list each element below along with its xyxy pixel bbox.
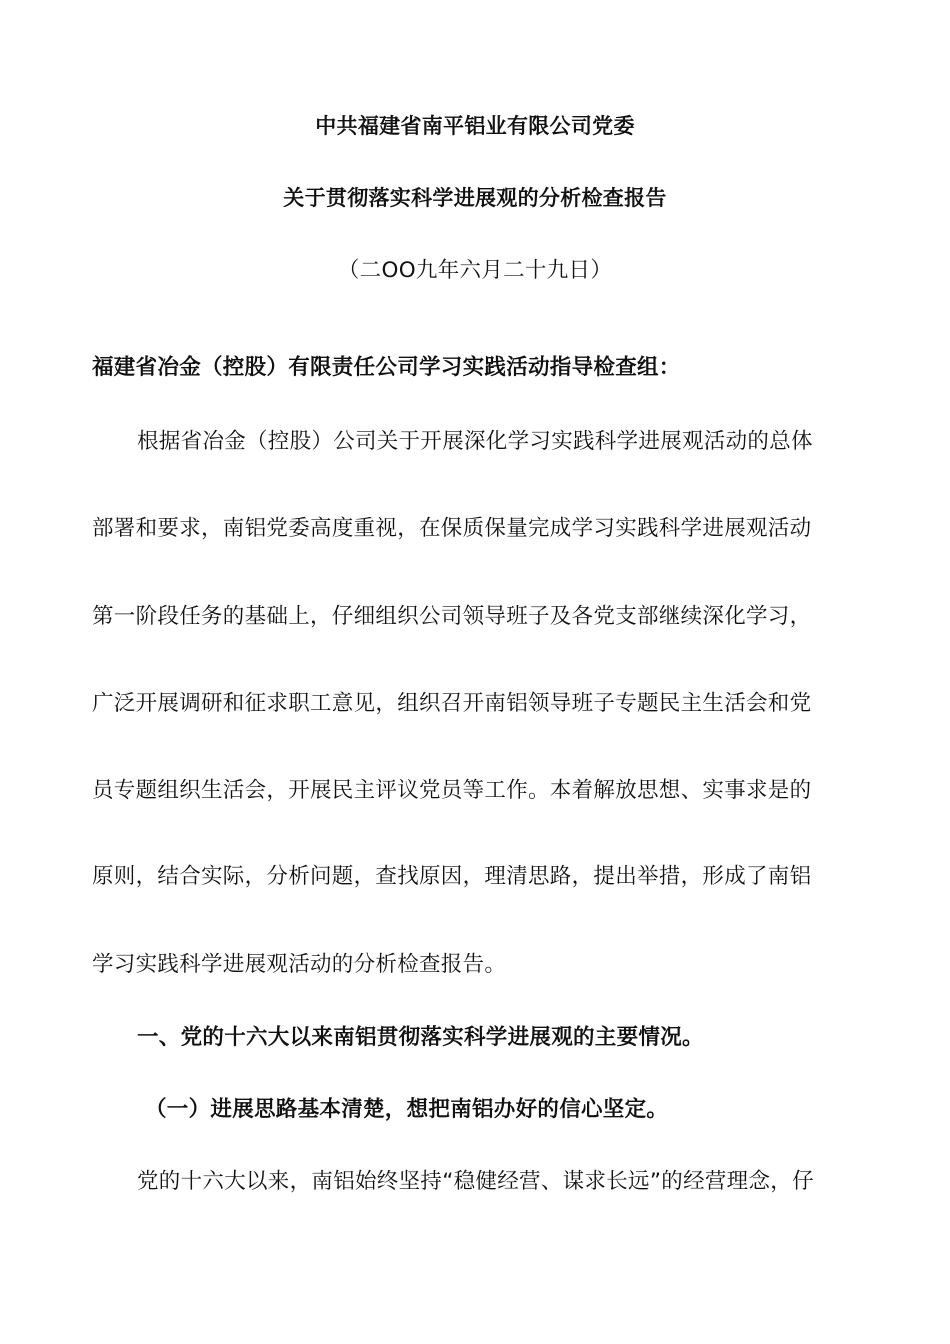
paragraph-1-line: 原则，结合实际，分析问题，查找原因，理清思路，提出举措，形成了南铝 [92,864,812,889]
document-title-line-2: 关于贯彻落实科学进展观的分析检查报告 [283,186,667,210]
paragraph-1-line: 学习实践科学进展观活动的分析检查报告。 [92,952,507,977]
paragraph-1-line: 根据省冶金（控股）公司关于开展深化学习实践科学进展观活动的总体 [137,429,813,454]
subsection-heading-1: （一）进展思路基本清楚，想把南铝办好的信心坚定。 [145,1097,669,1122]
paragraph-1-line: 部署和要求，南铝党委高度重视，在保质保量完成学习实践科学进展观活动 [92,516,812,541]
document-title-line-1: 中共福建省南平铝业有限公司党委 [315,114,635,138]
paragraph-1-line: 第一阶段任务的基础上，仔细组织公司领导班子及各党支部继续深化学习， [92,604,812,629]
paragraph-1-line: 员专题组织生活会，开展民主评议党员等工作。本着解放思想、实事求是的 [92,778,812,803]
paragraph-2-line: 党的十六大以来，南铝始终坚持“稳健经营、谋求长远”的经营理念，仔 [137,1169,814,1194]
section-heading-1: 一、党的十六大以来南铝贯彻落实科学进展观的主要情况。 [137,1025,704,1050]
addressee: 福建省冶金（控股）有限责任公司学习实践活动指导检查组： [92,355,681,380]
document-date: （二OO九年六月二十九日） [337,258,613,283]
paragraph-1-line: 广泛开展调研和征求职工意见，组织召开南铝领导班子专题民主生活会和党 [92,691,812,716]
